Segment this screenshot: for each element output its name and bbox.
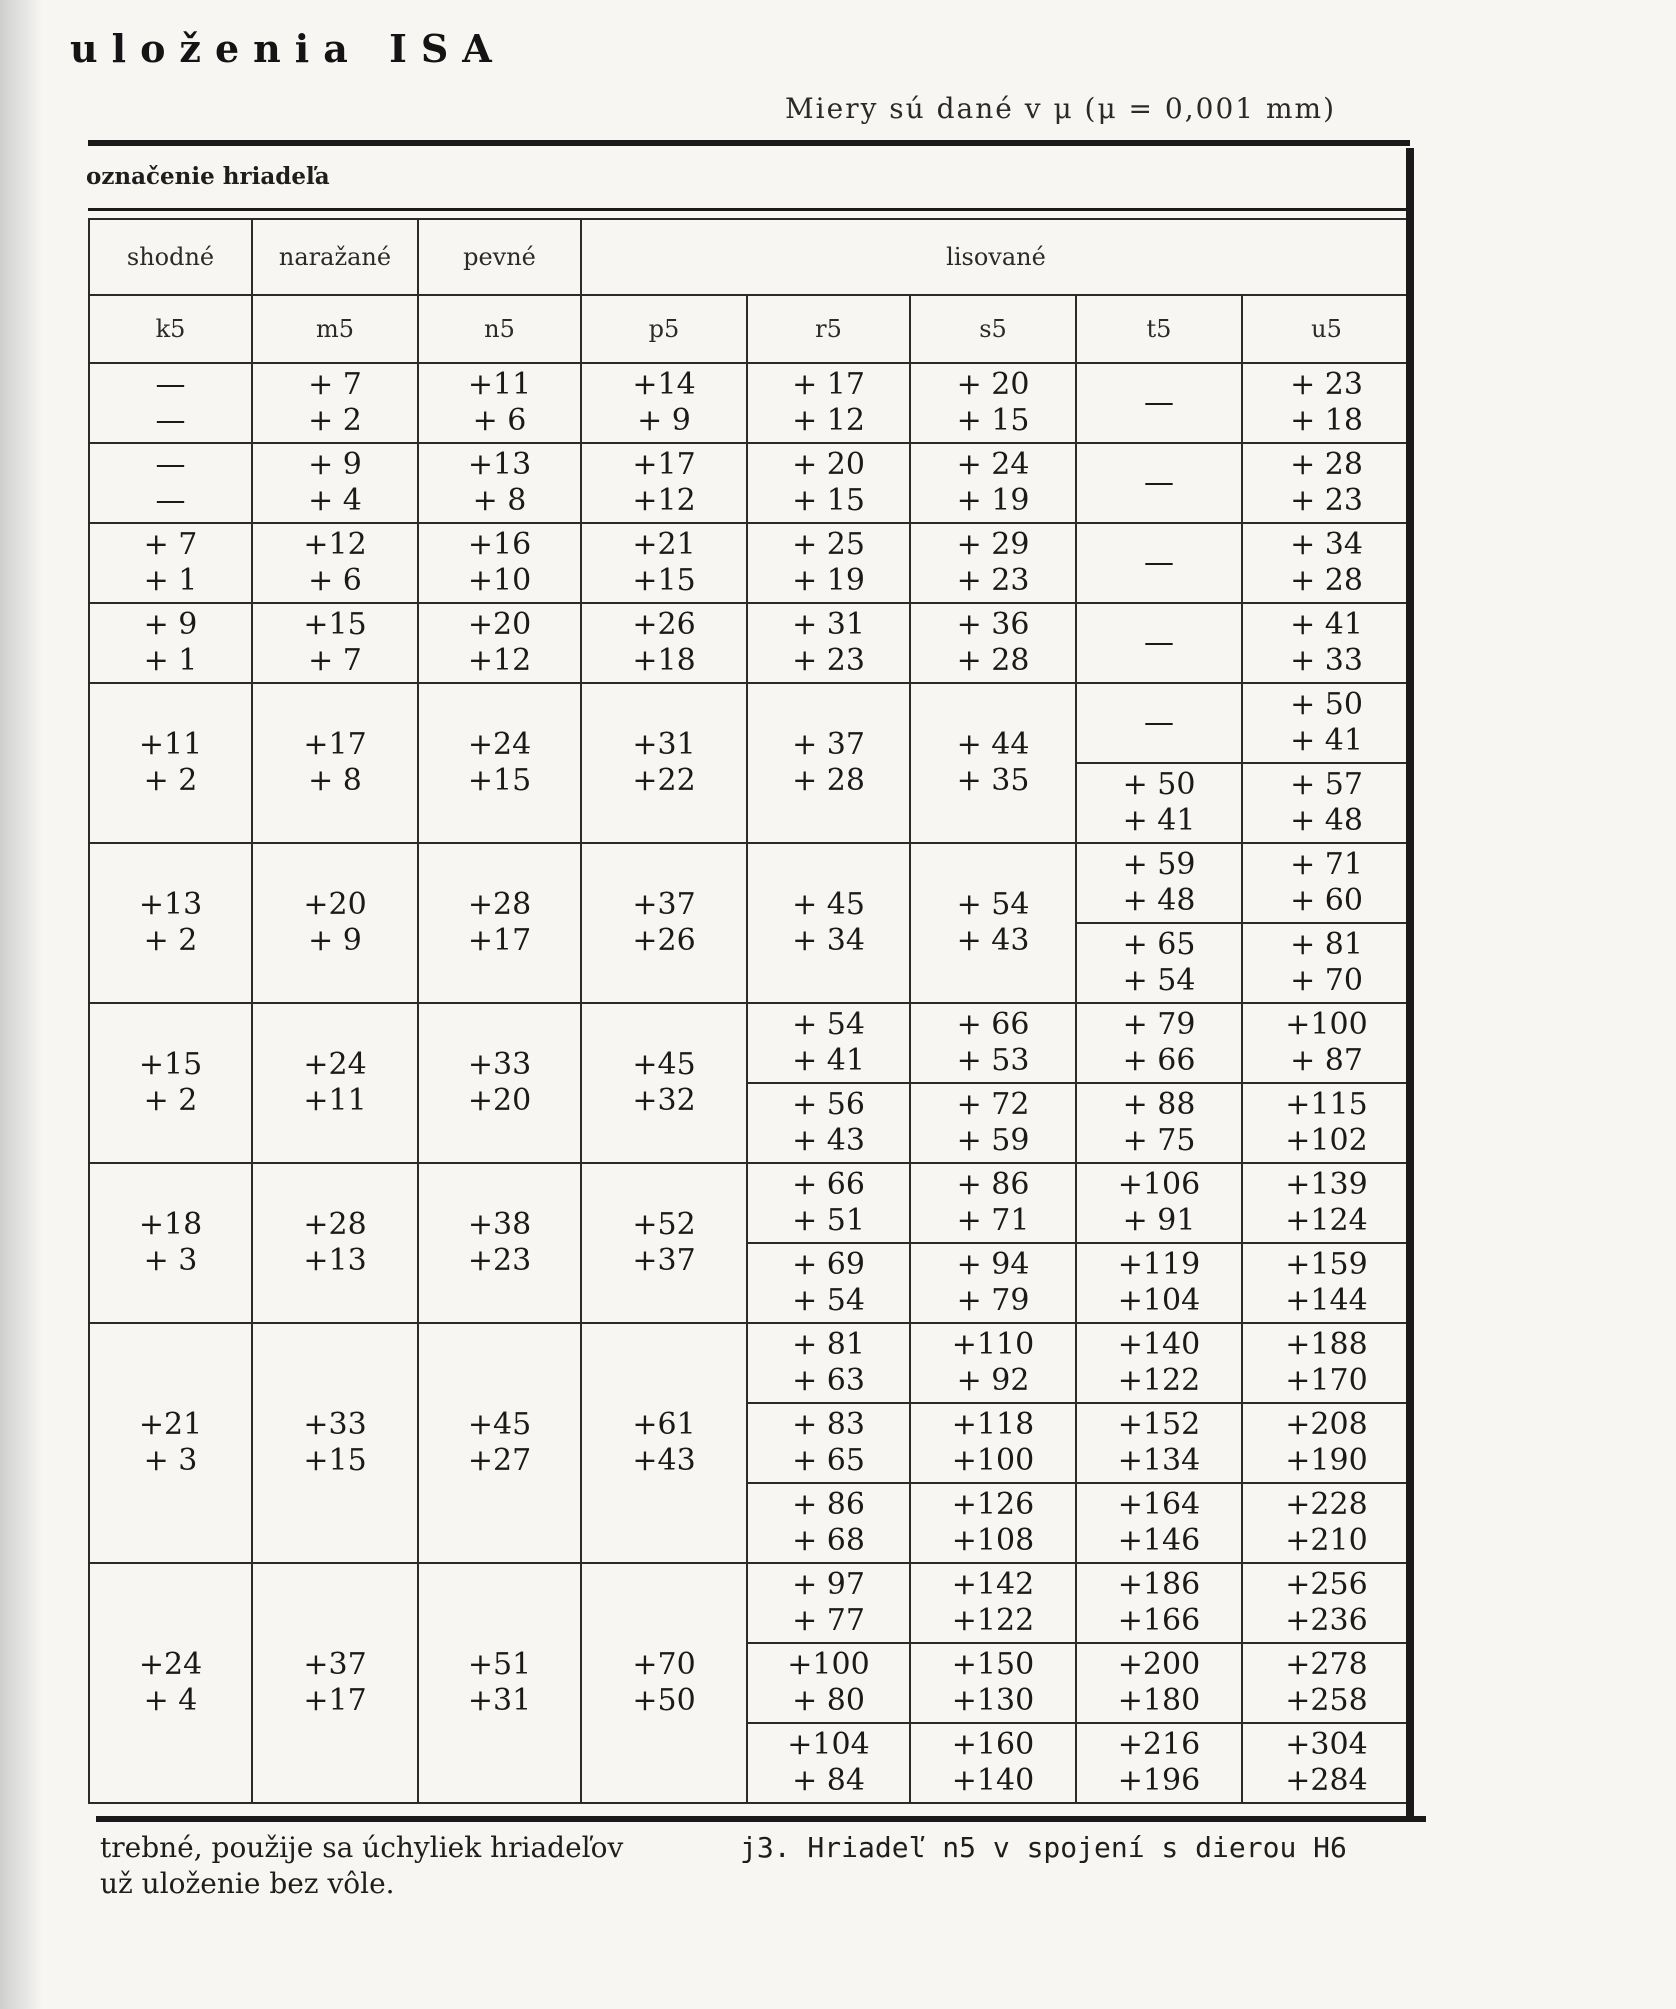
tolerance-value: + 88 + 75 [1122,1086,1196,1158]
tolerance-value: + 36 + 28 [956,606,1030,678]
cell-u5 [1242,443,1411,523]
table-body [89,363,1411,1803]
tolerance-value: +16 +10 [467,526,532,598]
tolerance-value: + 7 + 2 [308,366,362,438]
cell-u5 [1242,1563,1411,1643]
cell-t5 [1076,1403,1242,1483]
cell-t5 [1076,1483,1242,1563]
tolerance-value: + 81 + 63 [792,1326,865,1398]
tolerance-value: +33 +20 [467,1046,532,1118]
tolerance-value: +115 +102 [1285,1086,1368,1158]
cell-s5 [910,1243,1076,1323]
tolerance-value: +159 +144 [1285,1246,1368,1318]
tolerance-value: + 20 + 15 [792,446,865,518]
column-header-k5: k5 [89,295,252,363]
cell-k5 [89,843,252,1003]
tolerance-value: + 31 + 23 [792,606,865,678]
cell-u5 [1242,1403,1411,1483]
cell-m5 [252,683,418,843]
cell-p5 [581,603,747,683]
tolerance-value: + 57 + 48 [1290,766,1363,838]
tolerance-value: +18 + 3 [138,1206,203,1278]
top-rule [88,140,1410,146]
cell-s5 [910,1163,1076,1243]
table-row [89,1563,1411,1603]
shaft-designation-label: označenie hriadeľa [86,163,330,190]
cell-p5 [581,363,747,443]
cell-r5 [747,1483,910,1563]
tolerance-value: + 86 + 71 [956,1166,1030,1238]
cell-t5 [1076,443,1242,523]
cell-k5 [89,1003,252,1163]
tolerance-value: + 23 + 18 [1290,366,1363,438]
tolerance-value: +13 + 2 [138,886,203,958]
tolerance-value: +15 + 7 [303,606,367,678]
cell-u5 [1242,1003,1411,1083]
tolerance-value: +24 +15 [467,726,532,798]
tolerance-value: +24 +11 [303,1046,367,1118]
cell-t5 [1076,1323,1242,1403]
cell-r5 [747,1723,910,1803]
cell-t5 [1076,843,1242,923]
cell-u5 [1242,843,1411,923]
tolerance-value: + 45 + 34 [792,886,865,958]
cell-n5 [418,363,581,443]
table-row [89,683,1411,710]
cell-t5 [1076,363,1242,443]
cell-m5 [252,1323,418,1563]
cell-r5 [747,683,910,843]
cell-u5 [1242,603,1411,683]
tolerance-value: + 44 + 35 [956,726,1030,798]
footer-left-text [100,1830,623,1902]
bottom-rule [96,1816,1426,1822]
cell-s5 [910,1083,1076,1163]
tolerance-value: +110 + 92 [951,1326,1035,1398]
column-header-m5: m5 [252,295,418,363]
cell-r5 [747,1003,910,1083]
cell-u5 [1242,1723,1411,1803]
cell-s5 [910,1323,1076,1403]
tolerance-value: +37 +26 [632,886,696,958]
tolerance-value: +26 +18 [632,606,696,678]
cell-u5 [1242,1163,1411,1243]
tolerance-value: +45 +27 [467,1406,532,1478]
tolerance-value: + 56 + 43 [792,1086,865,1158]
tolerance-value: + 29 + 23 [956,526,1030,598]
tolerance-value: — — [155,366,186,438]
tolerance-value: +52 +37 [632,1206,696,1278]
tolerance-value: + 50 + 41 [1290,686,1363,758]
table-row [89,843,1411,870]
tolerance-value: + 17 + 12 [792,366,865,438]
cell-n5 [418,1163,581,1323]
tolerance-value: +140 +122 [1117,1326,1201,1398]
cell-t5 [1076,1243,1242,1323]
group-header-narazane: naražané [252,219,418,295]
tolerance-value: +24 + 4 [138,1646,203,1718]
cell-r5 [747,1243,910,1323]
cell-s5 [910,1643,1076,1723]
cell-s5 [910,1563,1076,1643]
cell-p5 [581,1563,747,1803]
tolerance-value: + 66 + 51 [792,1166,865,1238]
cell-u5 [1242,1323,1411,1403]
tolerance-value: +208 +190 [1285,1406,1368,1478]
tolerance-value: +17 + 8 [303,726,367,798]
tolerance-value: +216 +196 [1117,1726,1201,1798]
column-header-p5: p5 [581,295,747,363]
tolerance-value: +45 +32 [632,1046,696,1118]
cell-u5 [1242,1083,1411,1163]
cell-m5 [252,443,418,523]
cell-t5 [1076,1083,1242,1163]
column-header-t5: t5 [1076,295,1242,363]
cell-s5 [910,443,1076,523]
cell-s5 [910,1403,1076,1483]
footer-right-text: j3. Hriadeľ n5 v spojení s dierou H6 [740,1831,1347,1864]
cell-r5 [747,1163,910,1243]
cell-t5 [1076,603,1242,683]
cell-t5 [1076,1563,1242,1643]
cell-r5 [747,363,910,443]
tolerance-value: +20 +12 [467,606,532,678]
tolerance-value: +304 +284 [1285,1726,1368,1798]
tolerance-value: + 37 + 28 [792,726,865,798]
tolerance-value: +164 +146 [1117,1486,1201,1558]
tolerance-value: +256 +236 [1285,1566,1368,1638]
tolerance-value: +150 +130 [951,1646,1035,1718]
cell-s5 [910,603,1076,683]
tolerance-value: — [1144,544,1174,580]
tolerance-value: — [1144,384,1174,420]
cell-k5 [89,683,252,843]
column-header-r5: r5 [747,295,910,363]
tolerance-value: +61 +43 [632,1406,696,1478]
units-note: Miery sú dané v μ (μ = 0,001 mm) [785,92,1337,125]
tolerance-value: +15 + 2 [138,1046,203,1118]
cell-s5 [910,1483,1076,1563]
cell-p5 [581,1323,747,1563]
cell-p5 [581,523,747,603]
column-header-n5: n5 [418,295,581,363]
tolerance-value: + 34 + 28 [1290,526,1363,598]
tolerance-value: +119 +104 [1117,1246,1201,1318]
cell-m5 [252,363,418,443]
cell-s5 [910,523,1076,603]
tolerance-value: +31 +22 [632,726,696,798]
tolerance-value: + 24 + 19 [956,446,1030,518]
tolerance-value: + 54 + 41 [792,1006,865,1078]
cell-t5 [1076,1003,1242,1083]
cell-r5 [747,1643,910,1723]
cell-n5 [418,523,581,603]
cell-m5 [252,523,418,603]
tolerance-value: +139 +124 [1285,1166,1368,1238]
tolerance-value: +13 + 8 [467,446,532,518]
cell-r5 [747,1323,910,1403]
column-header-s5: s5 [910,295,1076,363]
cell-s5 [910,1003,1076,1083]
tolerance-value: +33 +15 [303,1406,367,1478]
cell-s5 [910,363,1076,443]
tolerance-value: + 86 + 68 [792,1486,865,1558]
tolerance-value: + 41 + 33 [1290,606,1363,678]
cell-r5 [747,603,910,683]
tolerance-value: +12 + 6 [303,526,367,598]
tolerance-value: + 83 + 65 [792,1406,865,1478]
isa-fit-table [88,218,1412,1804]
tolerance-value: +51 +31 [467,1646,532,1718]
tolerance-value: +70 +50 [632,1646,696,1718]
cell-k5 [89,1563,252,1803]
cell-t5 [1076,763,1242,843]
cell-k5 [89,1163,252,1323]
tolerance-value: + 72 + 59 [956,1086,1030,1158]
tolerance-value: +20 + 9 [303,886,367,958]
cell-t5 [1076,1723,1242,1803]
tolerance-value: +104 + 84 [787,1726,870,1798]
tolerance-value: +228 +210 [1285,1486,1368,1558]
cell-t5 [1076,1643,1242,1723]
cell-s5 [910,683,1076,843]
tolerance-value: +152 +134 [1117,1406,1201,1478]
tolerance-value: +28 +13 [303,1206,367,1278]
tolerance-value: +106 + 91 [1117,1166,1201,1238]
cell-u5 [1242,1243,1411,1323]
tolerance-value: + 81 + 70 [1290,926,1363,998]
cell-t5 [1076,523,1242,603]
tolerance-value: + 9 + 4 [308,446,362,518]
tolerance-value: + 59 + 48 [1122,846,1196,918]
tolerance-value: +100 + 87 [1285,1006,1368,1078]
cell-u5 [1242,923,1411,1003]
tolerance-value: +142 +122 [951,1566,1035,1638]
cell-u5 [1242,683,1411,763]
tolerance-value: +17 +12 [632,446,696,518]
cell-r5 [747,1083,910,1163]
cell-u5 [1242,363,1411,443]
tolerance-value: +126 +108 [951,1486,1035,1558]
page-binding-edge [0,0,42,2009]
tolerance-value: + 94 + 79 [956,1246,1030,1318]
cell-p5 [581,1003,747,1163]
table-row [89,443,1411,456]
tolerance-value: +11 + 2 [138,726,203,798]
tolerance-value: +160 +140 [951,1726,1035,1798]
tolerance-value: — [1144,464,1174,500]
cell-n5 [418,1323,581,1563]
cell-m5 [252,1563,418,1803]
column-header-u5: u5 [1242,295,1411,363]
cell-k5 [89,443,252,523]
table-row [89,1163,1411,1190]
cell-u5 [1242,1483,1411,1563]
tolerance-value: + 20 + 15 [956,366,1030,438]
tolerance-value: + 65 + 54 [1122,926,1196,998]
caption-rule [88,208,1410,211]
tolerance-value: + 66 + 53 [956,1006,1030,1078]
cell-k5 [89,603,252,683]
cell-u5 [1242,523,1411,603]
tolerance-value: + 7 + 1 [143,526,198,598]
tolerance-value: + 54 + 43 [956,886,1030,958]
cell-t5 [1076,683,1242,763]
cell-r5 [747,443,910,523]
tolerance-value: + 71 + 60 [1290,846,1363,918]
group-header-shodne: shodné [89,219,252,295]
cell-m5 [252,843,418,1003]
tolerance-value: +11 + 6 [467,366,532,438]
tolerance-value: +186 +166 [1117,1566,1201,1638]
cell-n5 [418,443,581,523]
cell-m5 [252,1163,418,1323]
cell-p5 [581,443,747,523]
cell-p5 [581,683,747,843]
cell-r5 [747,1403,910,1483]
cell-k5 [89,523,252,603]
group-header-row [89,219,1411,295]
tolerance-value: + 9 + 1 [143,606,198,678]
tolerance-value: +14 + 9 [632,366,696,438]
tolerance-value: +21 +15 [632,526,696,598]
cell-s5 [910,1723,1076,1803]
tolerance-value: +38 +23 [467,1206,532,1278]
tolerance-value: + 79 + 66 [1122,1006,1196,1078]
tolerance-value: +200 +180 [1117,1646,1201,1718]
cell-n5 [418,1003,581,1163]
cell-n5 [418,843,581,1003]
tolerance-value: — [1144,624,1174,660]
tolerance-value: — — [155,446,186,518]
tolerance-value: + 28 + 23 [1290,446,1363,518]
table-right-frame [1406,148,1414,1818]
tolerance-value: + 69 + 54 [792,1246,865,1318]
column-header-row [89,295,1411,363]
tolerance-value: +118 +100 [951,1406,1035,1478]
cell-k5 [89,363,252,443]
tolerance-value: +21 + 3 [138,1406,203,1478]
cell-m5 [252,603,418,683]
cell-u5 [1242,1643,1411,1723]
page-title: uloženia ISA [70,26,506,71]
cell-t5 [1076,923,1242,1003]
tolerance-value: — [1144,704,1174,740]
group-header-lisovane: lisované [581,219,1411,295]
cell-n5 [418,603,581,683]
cell-p5 [581,1163,747,1323]
tolerance-value: +100 + 80 [787,1646,870,1718]
tolerance-value: + 25 + 19 [792,526,865,598]
tolerance-value: +188 +170 [1285,1326,1368,1398]
cell-u5 [1242,763,1411,843]
cell-t5 [1076,1163,1242,1243]
cell-n5 [418,683,581,843]
cell-r5 [747,523,910,603]
cell-p5 [581,843,747,1003]
cell-r5 [747,843,910,1003]
cell-k5 [89,1323,252,1563]
tolerance-value: + 97 + 77 [792,1566,865,1638]
table-row [89,603,1411,616]
tolerance-value: +37 +17 [303,1646,367,1718]
tolerance-value: + 50 + 41 [1122,766,1196,838]
table-row [89,523,1411,536]
table-row [89,1323,1411,1363]
cell-s5 [910,843,1076,1003]
cell-r5 [747,1563,910,1643]
footer-left-lines: trebné, použije sa úchyliek hriadeľov už uloženie bez vôle. [100,1831,624,1900]
tolerance-value: +278 +258 [1285,1646,1368,1718]
cell-n5 [418,1563,581,1803]
group-header-pevne: pevné [418,219,581,295]
cell-m5 [252,1003,418,1163]
table-row [89,363,1411,376]
tolerance-value: +28 +17 [467,886,532,958]
table-row [89,1003,1411,1030]
